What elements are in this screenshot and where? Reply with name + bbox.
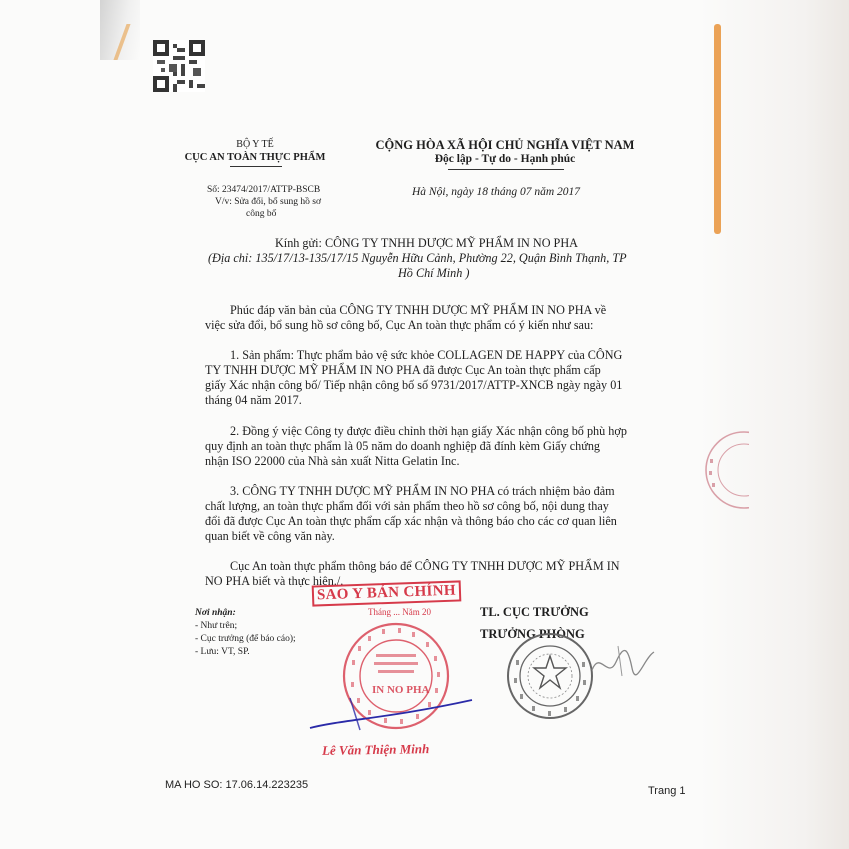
item3-line-3: đổi đã được Cục An toàn thực phẩm cấp xác nhận và thông báo cho các cơ quan liên	[205, 514, 617, 528]
header-left-underline	[230, 166, 282, 167]
recipient-address-1: (Địa chỉ: 135/17/13-135/17/15 Nguyễn Hữu Cảnh, Phường 22, Quận Bình Thạnh, TP	[208, 251, 627, 265]
motto-underline	[448, 169, 564, 170]
item2-line-1: 2. Đồng ý việc Công ty được điều chỉnh thời hạn giấy Xác nhận công bố phù hợp	[230, 424, 627, 438]
date-place: Hà Nội, ngày 18 tháng 07 năm 2017	[412, 186, 581, 198]
closing-line-2: NO PHA biết và thực hiện./.	[205, 574, 344, 588]
page-number: Trang 1	[648, 785, 686, 797]
recipients-item: - Lưu: VT, SP.	[195, 647, 250, 657]
national-motto: Độc lập - Tự do - Hạnh phúc	[434, 153, 576, 165]
country-name: CỘNG HÒA XÃ HỘI CHỦ NGHĨA VIỆT NAM	[375, 138, 635, 152]
recipient-line: Kính gửi: CÔNG TY TNHH DƯỢC MỸ PHẨM IN NO PHA	[275, 236, 578, 250]
item1-line-4: tháng 04 năm 2017.	[205, 393, 302, 407]
official-seal-icon	[504, 630, 596, 722]
intro-line-2: việc sửa đổi, bổ sung hồ sơ công bố, Cục An toàn thực phẩm có ý kiến như sau:	[205, 318, 594, 332]
subject-line-2: công bố	[246, 209, 277, 219]
manager-signature-icon	[588, 640, 658, 685]
orange-tab-strip	[714, 24, 721, 234]
recipients-item: - Cục trưởng (để báo cáo);	[195, 634, 296, 644]
copy-signer-name: Lê Văn Thiện Minh	[321, 741, 430, 758]
recipient-address-2: Hồ Chí Minh )	[398, 266, 470, 280]
item1-line-1: 1. Sản phẩm: Thực phẩm bảo vệ sức khỏe COLLAGEN DE HAPPY của CÔNG	[230, 348, 623, 362]
item2-line-2: quy định an toàn thực phẩm là 05 năm do doanh nghiệp đã đính kèm Giấy chứng	[205, 439, 601, 453]
subject-line-1: V/v: Sửa đổi, bổ sung hồ sơ	[215, 197, 321, 207]
ministry-name: BỘ Y TẾ	[236, 139, 274, 150]
item3-line-1: 3. CÔNG TY TNHH DƯỢC MỸ PHẨM IN NO PHA có trách nhiệm bảo đảm	[230, 484, 615, 498]
recipients-item: - Như trên;	[195, 621, 238, 631]
qr-code-icon	[153, 40, 205, 92]
item1-line-2: TY TNHH DƯỢC MỸ PHẨM IN NO PHA đã được Cục An toàn thực phẩm cấp	[205, 363, 601, 377]
copy-stamp-label: SAO Y BẢN CHÍNH	[312, 580, 461, 606]
copy-stamp-date: Tháng ... Năm 20	[368, 607, 431, 617]
document-number: Số: 23474/2017/ATTP-BSCB	[207, 185, 321, 195]
seal-company-name: IN NO PHA	[372, 684, 430, 696]
department-name: CỤC AN TOÀN THỰC PHẨM	[184, 152, 326, 163]
item2-line-3: nhận ISO 22000 của Nhà sản xuất Nitta Gelatin Inc.	[205, 454, 460, 468]
signature-title-2: TRƯỞNG PHÒNG	[480, 627, 585, 641]
recipients-title: Nơi nhận:	[195, 608, 236, 618]
signature-title-1: TL. CỤC TRƯỞNG	[480, 605, 589, 619]
closing-line-1: Cục An toàn thực phẩm thông báo để CÔNG TY TNHH DƯỢC MỸ PHẨM IN	[230, 559, 620, 573]
edge-seal-icon	[700, 425, 749, 515]
item3-line-2: chất lượng, an toàn thực phẩm đối với sản phẩm theo hồ sơ công bố, nội dung thay	[205, 499, 609, 513]
file-code: MA HO SO: 17.06.14.223235	[165, 779, 309, 791]
item3-line-4: quan biết về công văn này.	[205, 529, 335, 543]
item1-line-3: giấy Xác nhận công bố/ Tiếp nhận công bố số 9731/2017/ATTP-XNCB ngày ngày 01	[205, 378, 623, 392]
intro-line-1: Phúc đáp văn bản của CÔNG TY TNHH DƯỢC MỸ PHẨM IN NO PHA về	[230, 303, 607, 317]
copy-signature-icon	[300, 690, 480, 740]
